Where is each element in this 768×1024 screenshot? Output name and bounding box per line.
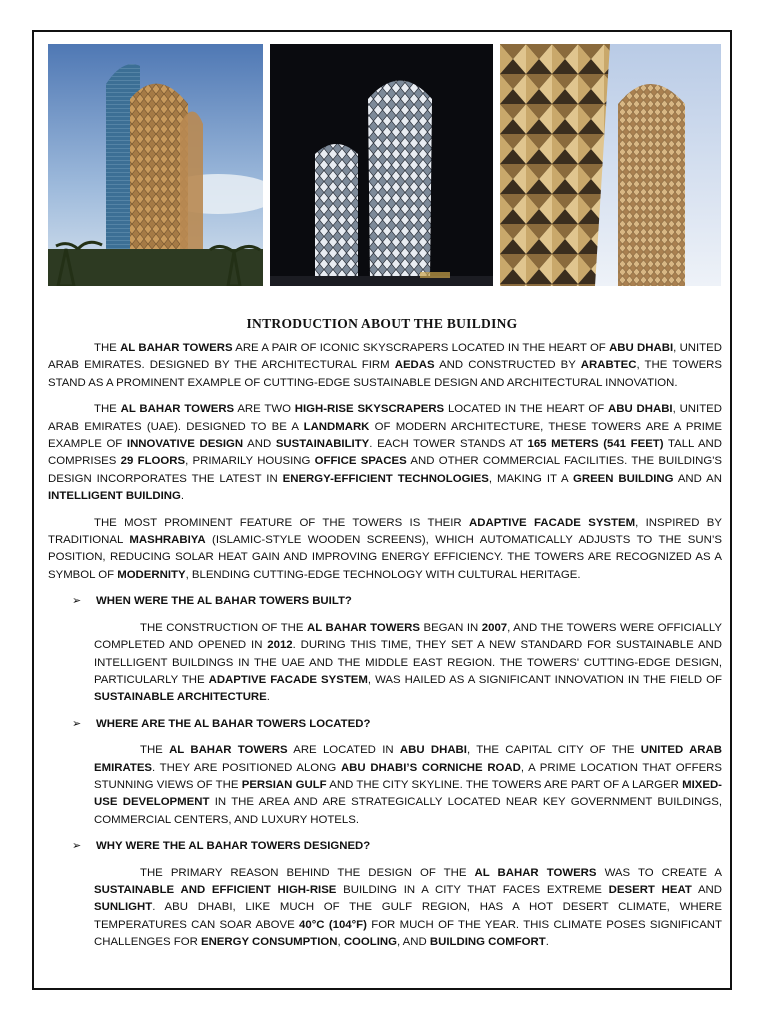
question-text: WHEN WERE THE AL BAHAR TOWERS BUILT?	[96, 595, 352, 608]
body-text: AND	[691, 883, 722, 896]
emphasis-text: AL BAHAR TOWERS	[120, 403, 235, 416]
emphasis-text: AL BAHAR TOWERS	[169, 744, 288, 757]
document-body	[48, 340, 722, 961]
body-text: , A PRIME LOCATION THAT OFFERS STUNNING VIEWS OF THE	[94, 761, 722, 791]
emphasis-text: ABU DHABI	[609, 342, 674, 354]
emphasis-text: 2012	[267, 639, 293, 652]
body-text: . DURING THIS TIME, THEY SET A NEW STANDARD FOR SUSTAINABLE AND INTELLIGENT BUILDINGS IN THE UAE AND THE MIDDLE EAST REGION. THE TOWERS' CUTTING-EDGE DESIGN, PARTICULARLY THE	[94, 639, 722, 686]
emphasis-text: INTELLIGENT BUILDING	[48, 490, 181, 503]
emphasis-text: 2007	[481, 621, 508, 634]
emphasis-text: AEDAS	[394, 359, 435, 372]
body-text: THE MOST PROMINENT FEATURE OF THE TOWERS IS THEIR	[94, 516, 470, 529]
body-text: WAS TO CREATE A	[596, 866, 722, 879]
emphasis-text: ENERGY CONSUMPTION	[200, 936, 338, 949]
body-text: THE CONSTRUCTION OF THE	[140, 621, 308, 634]
emphasis-text: ENERGY-EFFICIENT TECHNOLOGIES	[282, 472, 489, 485]
facade-closeup-photo	[500, 44, 721, 286]
answer-paragraph	[48, 742, 722, 829]
towers-night-photo	[270, 44, 493, 286]
body-text: BEGAN IN	[419, 621, 482, 634]
body-text: LOCATED IN THE HEART OF	[444, 403, 609, 416]
emphasis-text: DESERT HEAT	[608, 883, 692, 896]
body-text: , THE TOWERS STAND AS A PROMINENT EXAMPLE OF CUTTING-EDGE SUSTAINABLE DESIGN AND ARCHITECTURAL INNOVATION.	[48, 359, 723, 389]
body-text: FOR MUCH OF THE YEAR. THIS CLIMATE POSES SIGNIFICANT CHALLENGES FOR	[94, 918, 722, 949]
emphasis-text: LANDMARK	[303, 420, 370, 433]
body-text: THE	[94, 403, 121, 416]
details-paragraph	[48, 401, 722, 505]
body-text: , UNITED ARAB EMIRATES. DESIGNED BY THE ARCHITECTURAL FIRM	[48, 342, 722, 372]
emphasis-text: BUILDING COMFORT	[429, 936, 546, 949]
emphasis-text: ARABTEC	[580, 359, 637, 372]
emphasis-text: OFFICE SPACES	[314, 455, 407, 468]
emphasis-text: ABU DHABI’S CORNICHE ROAD	[340, 761, 521, 774]
emphasis-text: ABU DHABI	[399, 744, 467, 757]
emphasis-text: ABU DHABI	[608, 403, 673, 416]
page-border	[32, 30, 732, 990]
body-text: AND CONSTRUCTED BY	[434, 359, 581, 372]
body-text: .	[545, 936, 549, 949]
emphasis-text: 165 METERS (541 FEET)	[527, 438, 664, 451]
intro-paragraph	[48, 340, 722, 392]
body-text: ARE TWO	[234, 403, 295, 416]
emphasis-text: MIXED-USE DEVELOPMENT	[94, 778, 722, 809]
body-text: , MAKING IT A	[488, 472, 573, 485]
body-text: AND AN	[673, 472, 723, 485]
body-text: , WAS HAILED AS A SIGNIFICANT INNOVATION IN THE FIELD OF	[367, 673, 722, 686]
emphasis-text: GREEN BUILDING	[572, 472, 674, 485]
body-text: (ISLAMIC-STYLE WOODEN SCREENS), WHICH AUTOMATICALLY ADJUSTS TO THE SUN’S POSITION, REDUCING SOLAR HEAT GAIN AND IMPROVING ENERGY EFFICIENCY. THE TOWERS ARE RECOGNIZED AS A SYMBOL OF	[48, 534, 722, 581]
emphasis-text: AL BAHAR TOWERS	[307, 621, 420, 634]
body-text: , INSPIRED BY TRADITIONAL	[48, 516, 722, 547]
body-text: .	[180, 490, 185, 503]
emphasis-text: SUSTAINABLE ARCHITECTURE	[94, 691, 267, 704]
body-text: , THE CAPITAL CITY OF THE	[466, 744, 641, 757]
question-text: WHY WERE THE AL BAHAR TOWERS DESIGNED?	[96, 840, 371, 853]
body-text: AND THE CITY SKYLINE. THE TOWERS ARE PART OF A LARGER	[326, 778, 683, 791]
question-heading	[48, 838, 722, 855]
body-text: . EACH TOWER STANDS AT	[369, 438, 528, 451]
body-text: THE	[140, 744, 170, 757]
body-text: TALL AND COMPRISES	[48, 438, 722, 468]
towers-daylight-photo	[48, 44, 263, 286]
arrowhead-bullet-icon: ➢	[72, 595, 82, 608]
answer-paragraph	[48, 865, 722, 952]
body-text: ARE LOCATED IN	[287, 744, 400, 757]
body-text: THE	[94, 342, 121, 354]
answer-paragraph	[48, 620, 722, 707]
emphasis-text: UNITED ARAB EMIRATES	[94, 744, 722, 774]
emphasis-text: HIGH-RISE SKYSCRAPERS	[294, 403, 445, 416]
emphasis-text: SUSTAINABILITY	[275, 438, 370, 451]
emphasis-text: ADAPTIVE FACADE SYSTEM	[469, 516, 636, 529]
body-text: ARE A PAIR OF ICONIC SKYSCRAPERS LOCATED IN THE HEART OF	[232, 342, 610, 354]
body-text: , AND	[396, 936, 430, 949]
emphasis-text: PERSIAN GULF	[241, 778, 327, 791]
question-text: WHERE ARE THE AL BAHAR TOWERS LOCATED?	[96, 717, 371, 730]
facade-paragraph	[48, 515, 722, 585]
body-text: ,	[337, 936, 344, 949]
body-text: AND	[243, 438, 276, 451]
arrowhead-bullet-icon: ➢	[72, 840, 82, 853]
arrowhead-bullet-icon: ➢	[72, 717, 82, 730]
emphasis-text: MASHRABIYA	[129, 534, 206, 547]
body-text: .	[266, 691, 270, 704]
emphasis-text: 40°C (104°F)	[299, 918, 367, 931]
body-text: , BLENDING CUTTING-EDGE TECHNOLOGY WITH CULTURAL HERITAGE.	[185, 568, 581, 581]
body-text: , UNITED ARAB EMIRATES (UAE). DESIGNED TO BE A	[48, 403, 722, 433]
body-text: AND OTHER COMMERCIAL FACILITIES. THE BUILDING'S DESIGN INCORPORATES THE LATEST IN	[48, 455, 722, 485]
body-text: BUILDING IN A CITY THAT FACES EXTREME	[336, 883, 609, 896]
body-text: . THEY ARE POSITIONED ALONG	[152, 761, 341, 774]
body-text: THE PRIMARY REASON BEHIND THE DESIGN OF THE	[140, 866, 475, 879]
emphasis-text: COOLING	[343, 936, 397, 949]
body-text: . ABU DHABI, LIKE MUCH OF THE GULF REGION, HAS A HOT DESERT CLIMATE, WHERE TEMPERATURES CAN SOAR ABOVE	[94, 901, 722, 931]
emphasis-text: AL BAHAR TOWERS	[120, 342, 233, 354]
emphasis-text: ADAPTIVE FACADE SYSTEM	[208, 673, 368, 686]
emphasis-text: SUNLIGHT	[94, 901, 153, 914]
question-heading	[48, 716, 722, 733]
body-text: OF MODERN ARCHITECTURE, THESE TOWERS ARE A PRIME EXAMPLE OF	[48, 420, 722, 451]
emphasis-text: AL BAHAR TOWERS	[474, 866, 597, 879]
emphasis-text: 29 FLOORS	[120, 455, 186, 468]
page-title: INTRODUCTION ABOUT THE BUILDING	[246, 316, 518, 331]
photo-strip	[48, 44, 721, 286]
body-text: , PRIMARILY HOUSING	[185, 455, 315, 468]
emphasis-text: MODERNITY	[117, 568, 186, 581]
question-heading	[48, 593, 722, 610]
body-text: , AND THE TOWERS WERE OFFICIALLY COMPLETED AND OPENED IN	[94, 621, 722, 652]
body-text: IN THE AREA AND ARE STRATEGICALLY LOCATED NEAR KEY GOVERNMENT BUILDINGS, COMMERCIAL CENTERS, AND LUXURY HOTELS.	[94, 796, 722, 826]
emphasis-text: INNOVATIVE DESIGN	[126, 438, 244, 451]
emphasis-text: SUSTAINABLE AND EFFICIENT HIGH-RISE	[94, 883, 337, 896]
